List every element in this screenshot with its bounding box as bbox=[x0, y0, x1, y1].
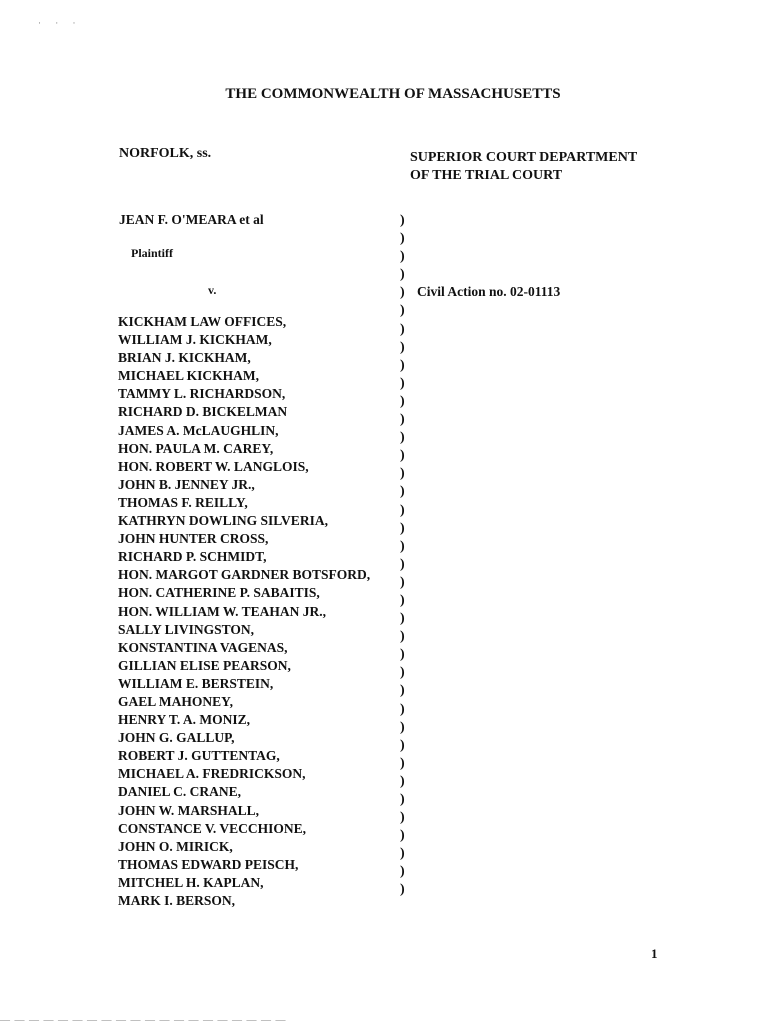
caption-bracket: ) bbox=[400, 502, 405, 518]
defendant-name: MARK I. BERSON, bbox=[118, 893, 236, 908]
caption-bracket: ) bbox=[400, 249, 405, 265]
caption-bracket: ) bbox=[400, 448, 405, 464]
caption-bracket: ) bbox=[400, 828, 405, 844]
defendant-name: BRIAN J. KICKHAM, bbox=[118, 350, 251, 366]
caption-bracket: ) bbox=[400, 647, 405, 663]
caption-bracket: ) bbox=[400, 556, 405, 572]
caption-bracket: ) bbox=[400, 755, 405, 771]
caption-bracket: ) bbox=[400, 339, 405, 355]
caption-bracket: ) bbox=[400, 846, 405, 862]
defendant-name: JOHN B. JENNEY JR., bbox=[118, 476, 255, 492]
plaintiff-role: Plaintiff bbox=[131, 246, 173, 260]
caption-bracket: ) bbox=[400, 665, 405, 681]
caption-bracket: ) bbox=[400, 213, 405, 228]
caption-bracket: ) bbox=[400, 393, 405, 409]
court-line-2: OF THE TRIAL COURT bbox=[410, 168, 563, 183]
scan-edge-marks: — — — — — — — — — — — — — — — — — — — — bbox=[0, 1015, 287, 1026]
caption-bracket: ) bbox=[400, 629, 405, 645]
caption-bracket: ) bbox=[400, 412, 405, 428]
caption-bracket: ) bbox=[400, 792, 405, 807]
defendant-name: THOMAS F. REILLY, bbox=[118, 494, 248, 510]
caption-bracket: ) bbox=[400, 773, 405, 789]
defendant-name: HON. PAULA M. CAREY, bbox=[118, 440, 274, 456]
defendant-name: DANIEL C. CRANE, bbox=[118, 784, 242, 800]
caption-bracket: ) bbox=[400, 430, 405, 446]
defendant-name: KONSTANTINA VAGENAS, bbox=[118, 639, 288, 655]
caption-bracket-column bbox=[400, 212, 405, 900]
document-title: THE COMMONWEALTH OF MASSACHUSETTS bbox=[225, 86, 561, 102]
defendant-name: JOHN O. MIRICK, bbox=[118, 838, 233, 854]
scan-specks: · · · bbox=[38, 18, 82, 28]
defendant-name: RICHARD D. BICKELMAN bbox=[118, 404, 288, 420]
defendant-name: JOHN HUNTER CROSS, bbox=[118, 531, 269, 547]
caption-bracket: ) bbox=[400, 303, 405, 319]
caption-bracket: ) bbox=[400, 719, 405, 735]
county-venue: NORFOLK, ss. bbox=[119, 146, 212, 161]
caption-bracket: ) bbox=[400, 574, 405, 590]
defendant-name: WILLIAM J. KICKHAM, bbox=[118, 332, 272, 348]
defendant-name: MICHAEL KICKHAM, bbox=[118, 368, 260, 384]
defendant-name: KATHRYN DOWLING SILVERIA, bbox=[118, 513, 328, 529]
defendant-name: JAMES A. McLAUGHLIN, bbox=[118, 422, 279, 438]
defendant-name: ROBERT J. GUTTENTAG, bbox=[118, 748, 280, 764]
caption-bracket: ) bbox=[400, 683, 405, 699]
versus-label: v. bbox=[208, 283, 217, 297]
defendant-name: KICKHAM LAW OFFICES, bbox=[118, 314, 287, 329]
defendant-name: HON. CATHERINE P. SABAITIS, bbox=[118, 585, 320, 601]
defendant-list bbox=[118, 313, 370, 910]
defendant-name: HON. MARGOT GARDNER BOTSFORD, bbox=[118, 567, 371, 583]
defendant-name: JOHN W. MARSHALL, bbox=[118, 802, 260, 818]
page-number: 1 bbox=[651, 946, 658, 961]
caption-bracket: ) bbox=[400, 484, 405, 500]
caption-bracket: ) bbox=[400, 375, 405, 391]
caption-bracket: ) bbox=[400, 882, 405, 898]
caption-bracket: ) bbox=[400, 611, 405, 627]
defendant-name: SALLY LIVINGSTON, bbox=[118, 621, 255, 637]
caption-bracket: ) bbox=[400, 592, 405, 608]
caption-bracket: ) bbox=[400, 538, 405, 554]
defendant-name: GAEL MAHONEY, bbox=[118, 693, 234, 709]
defendant-name: HON. WILLIAM W. TEAHAN JR., bbox=[118, 603, 327, 619]
defendant-name: HENRY T. A. MONIZ, bbox=[118, 712, 251, 728]
caption-bracket: ) bbox=[400, 701, 405, 717]
defendant-name: MICHAEL A. FREDRICKSON, bbox=[118, 766, 306, 782]
caption-bracket: ) bbox=[400, 267, 405, 283]
caption-bracket: ) bbox=[400, 466, 405, 482]
defendant-name: MITCHEL H. KAPLAN, bbox=[118, 874, 264, 890]
caption-bracket: ) bbox=[400, 321, 405, 337]
caption-bracket: ) bbox=[400, 231, 405, 247]
caption-bracket: ) bbox=[400, 357, 405, 373]
caption-bracket: ) bbox=[400, 810, 405, 826]
defendant-name: CONSTANCE V. VECCHIONE, bbox=[118, 820, 307, 836]
court-line-1: SUPERIOR COURT DEPARTMENT bbox=[410, 150, 638, 165]
caption-bracket: ) bbox=[400, 864, 405, 880]
defendant-name: RICHARD P. SCHMIDT, bbox=[118, 549, 267, 565]
caption-bracket: ) bbox=[400, 520, 405, 536]
defendant-name: JOHN G. GALLUP, bbox=[118, 730, 235, 746]
defendant-name: HON. ROBERT W. LANGLOIS, bbox=[118, 458, 309, 474]
defendant-name: GILLIAN ELISE PEARSON, bbox=[118, 657, 291, 673]
caption-bracket: ) bbox=[400, 285, 405, 301]
caption-bracket: ) bbox=[400, 737, 405, 753]
court-name bbox=[410, 149, 637, 185]
plaintiff-name: JEAN F. O'MEARA et al bbox=[119, 212, 264, 227]
defendant-name: WILLIAM E. BERSTEIN, bbox=[118, 675, 274, 691]
civil-action-number: Civil Action no. 02-01113 bbox=[417, 284, 561, 299]
defendant-name: THOMAS EDWARD PEISCH, bbox=[118, 856, 299, 872]
defendant-name: TAMMY L. RICHARDSON, bbox=[118, 386, 286, 402]
